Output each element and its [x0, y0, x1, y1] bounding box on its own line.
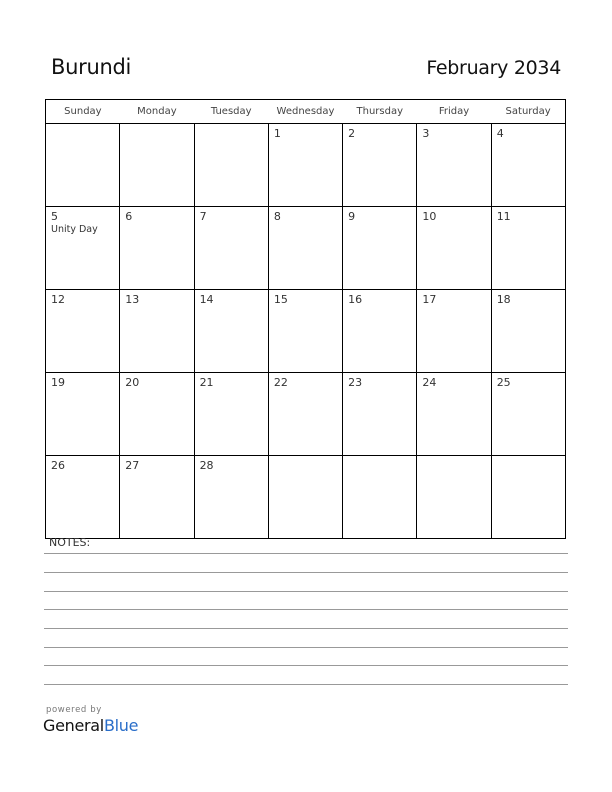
month-year-title: February 2034 [426, 57, 561, 79]
day-number: 14 [199, 293, 214, 306]
weekday-tuesday: Tuesday [194, 100, 268, 124]
day-cell [268, 290, 342, 373]
day-number: 25 [496, 376, 511, 389]
note-line [44, 628, 568, 629]
day-cell [194, 373, 268, 456]
day-number: 10 [422, 210, 437, 223]
day-number: 8 [273, 210, 281, 223]
day-cell [46, 124, 120, 207]
day-number: 19 [51, 376, 65, 389]
weekday-saturday: Saturday [491, 100, 565, 124]
day-number: 1 [273, 127, 281, 140]
week-row [46, 373, 566, 456]
brand-blue: Blue [103, 716, 139, 735]
day-cell [46, 207, 120, 290]
brand-logo [43, 716, 138, 735]
day-cell [268, 124, 342, 207]
day-number: 18 [496, 293, 511, 306]
note-line [44, 591, 568, 592]
day-cell [417, 290, 491, 373]
week-row [46, 290, 566, 373]
day-number: 16 [348, 293, 363, 306]
day-cell [120, 456, 194, 539]
day-number: 20 [125, 376, 140, 389]
day-cell [343, 124, 417, 207]
day-cell [491, 456, 565, 539]
note-line [44, 665, 568, 666]
day-cell [46, 290, 120, 373]
country-title: Burundi [51, 55, 132, 79]
day-cell [120, 207, 194, 290]
day-number: 15 [273, 293, 288, 306]
week-row [46, 207, 566, 290]
day-number: 13 [125, 293, 140, 306]
weekday-friday: Friday [417, 100, 491, 124]
day-cell [268, 456, 342, 539]
day-cell [491, 373, 565, 456]
day-cell [491, 290, 565, 373]
day-number: 6 [125, 210, 133, 223]
day-cell [268, 207, 342, 290]
day-number: 9 [348, 210, 356, 223]
day-number: 4 [496, 127, 504, 140]
holiday-label: Unity Day [51, 224, 98, 235]
note-line [44, 647, 568, 648]
day-cell [343, 207, 417, 290]
day-number: 22 [273, 376, 288, 389]
day-cell [120, 373, 194, 456]
note-line [44, 553, 568, 554]
day-cell [417, 124, 491, 207]
day-cell [343, 373, 417, 456]
day-cell [491, 207, 565, 290]
note-line [44, 609, 568, 610]
day-number: 23 [348, 376, 363, 389]
day-number: 3 [422, 127, 430, 140]
weekday-thursday: Thursday [343, 100, 417, 124]
day-cell [268, 373, 342, 456]
calendar-grid [45, 99, 566, 539]
day-cell [120, 290, 194, 373]
weekday-monday: Monday [120, 100, 194, 124]
day-cell [46, 373, 120, 456]
note-line [44, 684, 568, 685]
week-row [46, 124, 566, 207]
day-cell [194, 456, 268, 539]
day-number: 12 [51, 293, 65, 306]
day-cell [194, 290, 268, 373]
day-number: 17 [422, 293, 437, 306]
day-cell [417, 207, 491, 290]
week-row [46, 456, 566, 539]
brand-general: General [43, 716, 104, 735]
day-cell [46, 456, 120, 539]
day-cell [194, 124, 268, 207]
day-number: 5 [51, 210, 58, 223]
day-number: 28 [199, 459, 214, 472]
weekday-sunday: Sunday [46, 100, 120, 124]
notes-label: NOTES: [49, 536, 91, 549]
day-cell [417, 373, 491, 456]
day-number: 21 [199, 376, 214, 389]
day-cell [343, 456, 417, 539]
day-cell [491, 124, 565, 207]
day-cell [120, 124, 194, 207]
day-number: 11 [496, 210, 511, 223]
day-number: 2 [348, 127, 356, 140]
weekday-wednesday: Wednesday [268, 100, 342, 124]
day-number: 24 [422, 376, 437, 389]
day-cell [194, 207, 268, 290]
powered-by-label: powered by [46, 705, 102, 715]
weekday-header-row [46, 100, 566, 124]
day-number: 27 [125, 459, 140, 472]
note-line [44, 572, 568, 573]
day-number: 7 [199, 210, 207, 223]
day-cell [417, 456, 491, 539]
day-cell [343, 290, 417, 373]
day-number: 26 [51, 459, 65, 472]
